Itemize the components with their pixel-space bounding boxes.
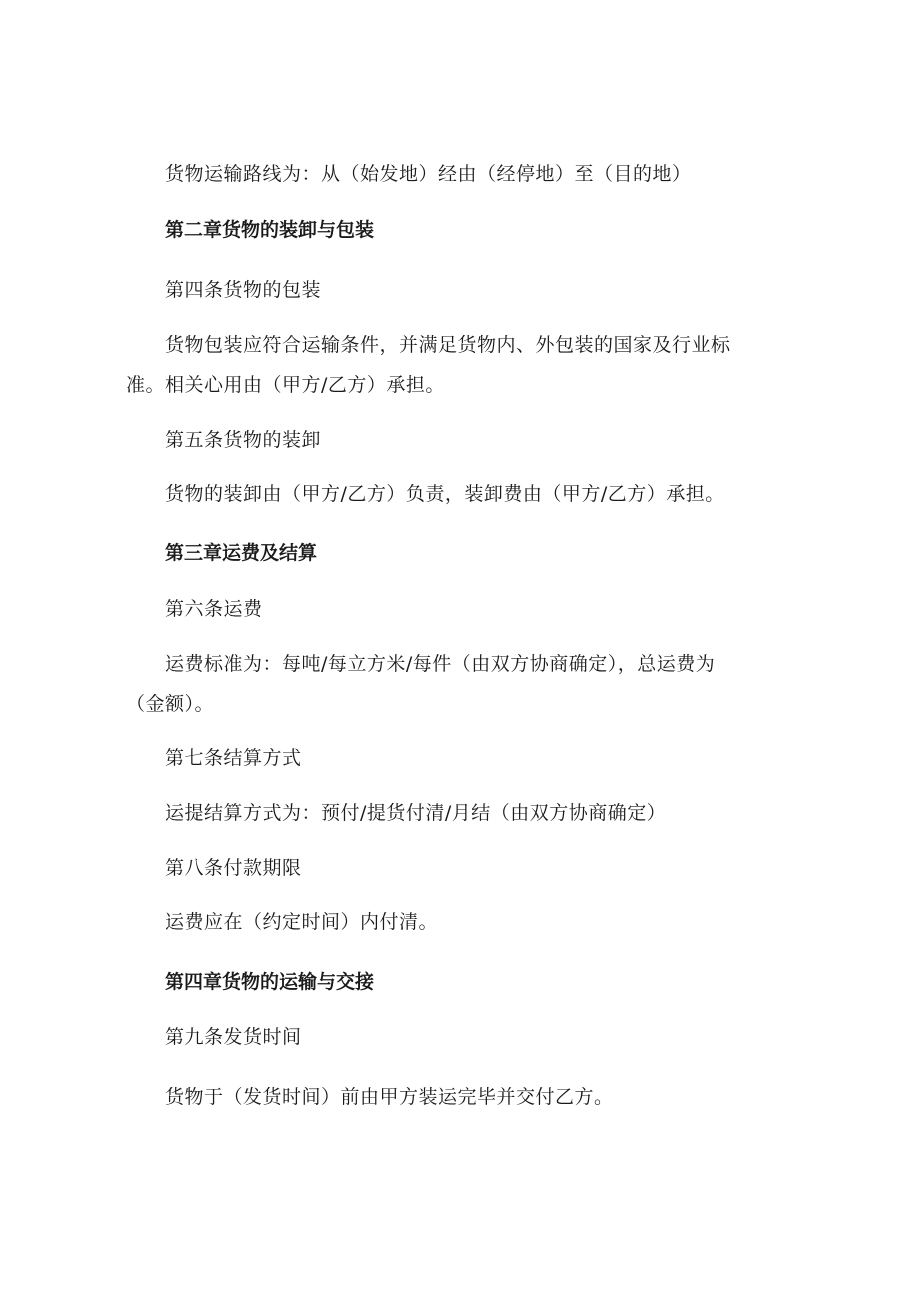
article-6-title: 第六条运费 bbox=[165, 598, 263, 620]
article-5-title: 第五条货物的装卸 bbox=[165, 429, 322, 451]
article-7-title: 第七条结算方式 bbox=[165, 747, 302, 769]
article-4-title: 第四条货物的包装 bbox=[165, 279, 322, 301]
article-6-text-line-1: 运费标准为：每吨/每立方米/每件（由双方协商确定），总运费为 bbox=[165, 653, 716, 675]
chapter-4-heading: 第四章货物的运输与交接 bbox=[165, 971, 375, 993]
article-5-text: 货物的装卸由（甲方/乙方）负责，装卸费由（甲方/乙方）承担。 bbox=[165, 483, 725, 505]
article-9-title: 第九条发货时间 bbox=[165, 1026, 302, 1048]
route-text: 货物运输路线为：从（始发地）经由（经停地）至（目的地） bbox=[165, 163, 692, 185]
chapter-3-heading: 第三章运费及结算 bbox=[165, 542, 318, 564]
article-9-text: 货物于（发货时间）前由甲方装运完毕并交付乙方。 bbox=[165, 1086, 614, 1108]
article-7-text: 运提结算方式为：预付/提货付清/月结（由双方协商确定） bbox=[165, 802, 667, 824]
article-6-text-line-2: （金额）。 bbox=[126, 693, 215, 715]
article-4-text-line-2: 准。相关心用由（甲方/乙方）承担。 bbox=[126, 374, 445, 396]
chapter-2-heading: 第二章货物的装卸与包装 bbox=[165, 219, 375, 241]
article-8-text: 运费应在（约定时间）内付清。 bbox=[165, 911, 439, 933]
article-8-title: 第八条付款期限 bbox=[165, 857, 302, 879]
article-4-text-line-1: 货物包装应符合运输条件，并满足货物内、外包装的国家及行业标 bbox=[165, 334, 731, 356]
